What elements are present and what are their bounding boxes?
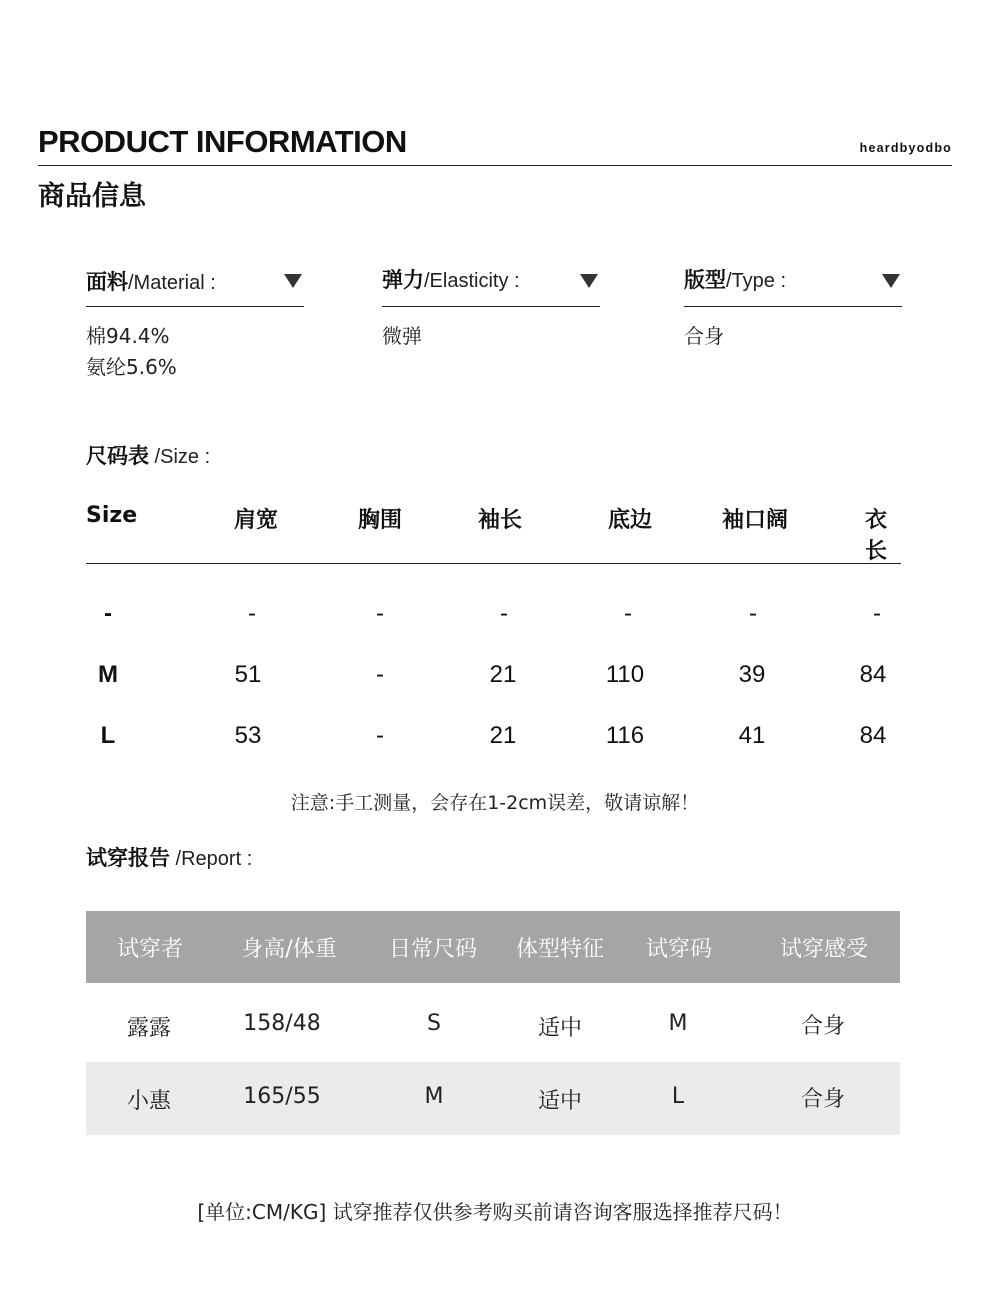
report-cell: M [668,1011,688,1036]
page-title-cn: 商品信息 [38,181,146,212]
triangle-down-icon[interactable] [284,274,302,288]
attribute-type-value: 合身 [684,324,724,348]
size-table-row [86,661,901,722]
report-cell: S [427,1011,441,1036]
report-cell: 合身 [800,1014,846,1039]
report-cell: 露露 [126,1016,172,1041]
report-col-header: 试穿码 [645,937,713,962]
size-cell: 51 [234,661,262,688]
size-cell: - [376,661,384,688]
report-label-cn: 试穿报告 [86,846,170,870]
size-col-header: 袖长 [477,508,523,533]
size-cell: 84 [859,722,887,749]
size-cell: - [104,600,112,627]
report-cell: 158/48 [243,1011,321,1036]
report-table-header [86,911,900,983]
size-col-header: 衣长 [865,508,888,564]
size-cell: - [624,600,632,627]
report-label-en: /Report : [170,848,253,870]
size-cell: L [100,722,116,749]
attribute-elasticity [382,262,600,352]
attribute-label-en: /Elasticity : [424,270,520,292]
size-cell: - [873,600,881,627]
size-cell: M [98,661,118,688]
size-label-cn: 尺码表 [86,444,149,468]
report-cell: 适中 [537,1016,583,1041]
attribute-label-en: /Material : [128,272,216,294]
attribute-elasticity-value: 微弹 [382,324,422,348]
report-col-header: 试穿感受 [779,937,869,962]
size-cell: - [376,722,384,749]
attribute-material [86,262,304,383]
size-col-header: Size [86,503,138,528]
size-cell: 41 [738,722,766,749]
size-cell: 116 [605,722,645,749]
size-cell: 21 [489,722,517,749]
size-table-header [86,495,901,564]
page-title-en: PRODUCT INFORMATION [38,124,407,159]
report-col-header: 日常尺码 [388,937,478,962]
size-label-en: /Size : [149,446,211,468]
size-cell: 84 [859,661,887,688]
size-col-header: 胸围 [357,508,403,533]
attribute-material-header[interactable] [86,262,304,307]
size-section-label [86,440,210,470]
report-col-header: 身高/体重 [241,937,337,962]
triangle-down-icon[interactable] [882,274,900,288]
size-cell: - [749,600,757,627]
brand-logo-text: heardbyodbo [859,141,952,155]
size-table-row [86,722,901,783]
triangle-down-icon[interactable] [580,274,598,288]
attribute-type-header[interactable] [684,262,902,307]
report-cell: 适中 [537,1089,583,1114]
size-table-row [86,600,901,661]
size-cell: 53 [234,722,262,749]
report-cell: 小惠 [126,1089,172,1114]
attribute-label-cn: 弹力 [382,268,424,292]
attribute-label-cn: 版型 [684,268,726,292]
attribute-material-value: 棉94.4% 氨纶5.6% [86,324,177,379]
size-cell: 39 [738,661,766,688]
size-cell: 110 [605,661,645,688]
size-col-header: 底边 [607,508,653,533]
report-col-header: 体型特征 [515,937,605,962]
size-col-header: 袖口阔 [721,508,789,533]
size-table [86,495,901,783]
report-section-label [86,842,252,872]
report-col-header: 试穿者 [116,937,184,962]
size-cell: - [376,600,384,627]
size-cell: 21 [489,661,517,688]
attribute-type [684,262,902,352]
measurement-note: 注意:手工测量，会存在1-2cm误差，敬请谅解！ [290,792,700,814]
report-table-row [86,1062,900,1135]
attribute-label-cn: 面料 [86,270,128,294]
attribute-elasticity-header[interactable] [382,262,600,307]
report-table [86,911,900,1135]
report-table-row [86,983,900,1062]
size-cell: - [248,600,256,627]
size-col-header: 肩宽 [233,508,279,533]
report-cell: 合身 [800,1087,846,1112]
report-cell: L [671,1084,685,1109]
attribute-label-en: /Type : [726,270,787,292]
report-cell: 165/55 [243,1084,321,1109]
report-footer-note: [单位:CM/KG] 试穿推荐仅供参考购买前请咨询客服选择推荐尺码！ [197,1200,793,1224]
report-cell: M [424,1084,444,1109]
size-cell: - [500,600,508,627]
header-divider [38,165,952,166]
